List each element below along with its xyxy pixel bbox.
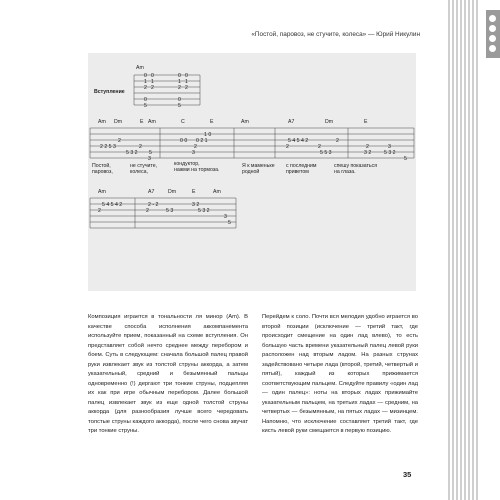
svg-text:приветом: приветом bbox=[286, 169, 309, 175]
chord-label: A7 bbox=[148, 189, 155, 195]
svg-text:Я к маменьке: Я к маменьке bbox=[242, 163, 275, 169]
svg-text:1: 1 bbox=[178, 79, 181, 85]
svg-text:2 - 2: 2 - 2 bbox=[148, 202, 159, 208]
svg-text:0: 0 bbox=[151, 73, 154, 79]
intro-chord: Am bbox=[136, 65, 144, 71]
svg-text:5: 5 bbox=[404, 156, 407, 162]
chord-label: Am bbox=[241, 119, 249, 125]
svg-text:5 3: 5 3 bbox=[166, 208, 174, 214]
running-header: «Постой, паровоз, не стучите, колеса» — Юрий Никулин bbox=[251, 31, 420, 38]
svg-text:2: 2 bbox=[151, 85, 154, 91]
intro-tab-numbers bbox=[144, 73, 188, 109]
system2-tab-numbers bbox=[98, 202, 231, 226]
svg-text:1: 1 bbox=[185, 79, 188, 85]
svg-text:1 0: 1 0 bbox=[204, 132, 212, 138]
page-number: 35 bbox=[403, 470, 412, 479]
svg-text:5 5 3: 5 5 3 bbox=[320, 150, 332, 156]
margin-stripes bbox=[448, 0, 478, 500]
chord-label: Am bbox=[98, 119, 106, 125]
chord-label: Dm bbox=[114, 119, 123, 125]
svg-text:колеса,: колеса, bbox=[130, 169, 148, 175]
svg-text:2: 2 bbox=[286, 144, 289, 150]
svg-text:3: 3 bbox=[148, 156, 151, 162]
svg-text:паровоз,: паровоз, bbox=[92, 169, 113, 175]
tablature-box bbox=[88, 53, 416, 291]
chord-label: E bbox=[192, 189, 196, 195]
svg-text:3 2: 3 2 bbox=[364, 150, 372, 156]
svg-text:3: 3 bbox=[224, 214, 227, 220]
svg-text:1: 1 bbox=[144, 79, 147, 85]
svg-text:не стучите,: не стучите, bbox=[130, 163, 158, 169]
svg-text:кондуктор,: кондуктор, bbox=[174, 161, 200, 167]
svg-text:0: 0 bbox=[144, 97, 147, 103]
svg-text:3 2: 3 2 bbox=[192, 202, 200, 208]
svg-text:5 4 5 4 2: 5 4 5 4 2 bbox=[102, 202, 123, 208]
svg-text:2: 2 bbox=[118, 138, 121, 144]
svg-text:родной: родной bbox=[242, 169, 260, 175]
svg-text:на глаза.: на глаза. bbox=[334, 169, 356, 175]
svg-text:2: 2 bbox=[185, 85, 188, 91]
chord-label: E bbox=[364, 119, 368, 125]
svg-text:с последним: с последним bbox=[286, 163, 317, 169]
svg-text:5 3 2: 5 3 2 bbox=[384, 150, 396, 156]
svg-text:0: 0 bbox=[178, 97, 181, 103]
chord-label: E bbox=[210, 119, 214, 125]
svg-text:0: 0 bbox=[178, 73, 181, 79]
lyrics bbox=[92, 161, 377, 175]
intro-label: Вступление bbox=[94, 89, 125, 95]
svg-text:0: 0 bbox=[144, 73, 147, 79]
body-column-right: Перейдем к соло. Почти вся мелодия удобно играется во второй позиции (исключение — третий такт, где происходит смещение на один лад влево), то есть большую часть времени указательный палец левой руки расположен над вторым ладом. На разных струнах задействовано четыре лада (второй, третий, четвертый и пятый), каждый из которых прижимается соответствующим пальцем. Следуйте правилу «один лад — один палец»: ноты на вторых ладах прижимайте указательным пальцем, на третьих ладах — средним, на четвертых — безымянным, на пятых ладах — мизинцем. Напомню, что исключение составляет третий такт, где кисть левой руки смещается в первую позицию. bbox=[262, 314, 418, 434]
svg-text:5: 5 bbox=[149, 150, 152, 156]
svg-text:2: 2 bbox=[146, 208, 149, 214]
chord-label: A7 bbox=[288, 119, 295, 125]
svg-text:5: 5 bbox=[228, 220, 231, 226]
tablature bbox=[88, 53, 416, 291]
svg-text:5: 5 bbox=[144, 103, 147, 109]
svg-text:0 0: 0 0 bbox=[180, 138, 188, 144]
chord-label: E bbox=[140, 119, 144, 125]
svg-text:0: 0 bbox=[185, 73, 188, 79]
chord-label: Am bbox=[213, 189, 221, 195]
chord-label: Dm bbox=[325, 119, 334, 125]
svg-text:1: 1 bbox=[151, 79, 154, 85]
system1-tab-numbers bbox=[100, 132, 407, 162]
svg-text:2 2 5 3: 2 2 5 3 bbox=[100, 144, 116, 150]
svg-text:2: 2 bbox=[318, 144, 321, 150]
svg-text:0 2 1: 0 2 1 bbox=[196, 138, 208, 144]
svg-text:2: 2 bbox=[98, 208, 101, 214]
svg-text:нажми на тормоза.: нажми на тормоза. bbox=[174, 167, 220, 173]
svg-text:2: 2 bbox=[144, 85, 147, 91]
svg-text:2: 2 bbox=[366, 144, 369, 150]
svg-text:спешу показаться: спешу показаться bbox=[334, 163, 378, 169]
svg-text:2: 2 bbox=[336, 138, 339, 144]
svg-text:5 3 2: 5 3 2 bbox=[126, 150, 138, 156]
chord-label: Am bbox=[98, 189, 106, 195]
svg-text:2: 2 bbox=[178, 85, 181, 91]
svg-text:5 3 2: 5 3 2 bbox=[198, 208, 210, 214]
svg-text:3: 3 bbox=[192, 150, 195, 156]
chord-label: C bbox=[181, 119, 185, 125]
svg-text:2: 2 bbox=[194, 144, 197, 150]
svg-text:2: 2 bbox=[139, 144, 142, 150]
chord-label: Am bbox=[148, 119, 156, 125]
svg-text:5: 5 bbox=[178, 103, 181, 109]
svg-text:5 4 5 4 2: 5 4 5 4 2 bbox=[288, 138, 309, 144]
svg-text:Постой,: Постой, bbox=[92, 163, 111, 169]
chord-label: Dm bbox=[168, 189, 177, 195]
chapter-tab bbox=[486, 10, 500, 58]
svg-text:3: 3 bbox=[388, 144, 391, 150]
body-column-left: Композиция играется в тональности ля минор (Am). В качестве способа исполнения аккомпанемента используйте прием, показанный на схеме вступления. Он представляет собой нечто среднее между перебором и боем. Суть в следующем: сначала большой палец правой руки извлекает звук из толстой струны аккорда, а затем указательный, средний и безымянный пальцы одновременно (!) дергают три тонкие струны, подцепляя их как при игре обычным перебором. Далее большой палец извлекает звук из еще одной толстой струны аккорда (для разнообразия лучше всего чередовать толстые струны каждого аккорда), после чего снова звучат три тонкие струны. bbox=[88, 314, 248, 434]
